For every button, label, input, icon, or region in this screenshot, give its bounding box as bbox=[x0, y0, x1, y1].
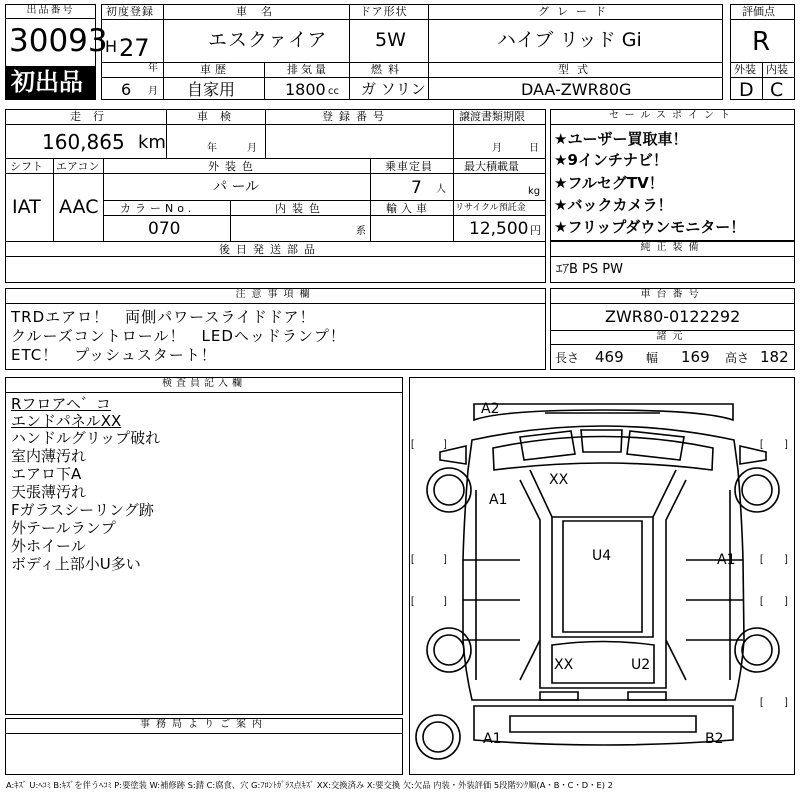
mileage: 160,865 bbox=[42, 130, 125, 154]
svg-text:]: ] bbox=[444, 554, 447, 565]
mark-xx-front: XX bbox=[549, 472, 569, 488]
svg-text:]: ] bbox=[785, 596, 788, 607]
color-no: 070 bbox=[148, 219, 181, 239]
car-name: エスクァイア bbox=[208, 29, 328, 51]
fuel: ガ ソリン bbox=[361, 80, 426, 98]
fuel-label: 燃料 bbox=[371, 63, 405, 76]
mark-u4: U4 bbox=[592, 548, 612, 564]
transfer-month-unit: 月 bbox=[492, 143, 502, 154]
transfer-label: 譲渡書類期限 bbox=[459, 110, 525, 123]
model: DAA-ZWR80G bbox=[521, 80, 632, 99]
note-line-1: TRDエアロ！ 両側パワースライドドア！ bbox=[11, 308, 316, 326]
displacement-label: 排気量 bbox=[287, 63, 329, 76]
svg-text:[: [ bbox=[760, 697, 763, 708]
inspection-year-unit: 年 bbox=[207, 143, 217, 154]
score-label: 評価点 bbox=[742, 5, 775, 18]
length: 469 bbox=[595, 348, 624, 366]
reg-month: 6 bbox=[121, 80, 132, 99]
reg-no-label: 登録番号 bbox=[322, 110, 390, 123]
ac: AAC bbox=[59, 196, 99, 218]
ext-grade: D bbox=[739, 79, 754, 101]
inspector-line-3: ハンドルグリップ破れ bbox=[11, 429, 161, 447]
mark-u2: U2 bbox=[631, 657, 651, 673]
svg-text:]: ] bbox=[444, 596, 447, 607]
displacement-unit: cc bbox=[328, 86, 339, 97]
car-diagram bbox=[409, 377, 795, 775]
history: 自家用 bbox=[187, 80, 236, 99]
car-name-label: 車名 bbox=[236, 5, 286, 18]
import-label: 輸入車 bbox=[386, 202, 431, 215]
load-unit: kg bbox=[528, 186, 541, 197]
inspector-line-1: Rフロアヘ゛コ bbox=[11, 395, 111, 413]
legend: A:ｷｽﾞ U:ﾍｺﾐ B:ｷｽﾞを伴うﾍｺﾐ P:要塗装 W:補修跡 S:錆 C:腐食、穴 G:ﾌﾛﾝﾄｶﾞﾗｽ点ｷｽﾞ XX:交換済み X:要交換 欠:欠品 内装・外装評価 5段階ﾗﾝｸ順(A・B・C・D・E) 2 bbox=[6, 780, 613, 790]
inspection-label: 車検 bbox=[197, 110, 243, 123]
inspector-line-9: 外ホイール bbox=[11, 537, 86, 555]
int-grade: C bbox=[770, 79, 784, 101]
inspector-label: 検査員記入欄 bbox=[5, 377, 403, 393]
grade: ハイブ リッド Gi bbox=[497, 29, 642, 51]
mark-a1-left: A1 bbox=[489, 492, 508, 508]
ext-grade-label: 外装 bbox=[734, 63, 756, 76]
lot-number: 30093 bbox=[9, 23, 108, 59]
width: 169 bbox=[681, 348, 710, 366]
mileage-unit: km bbox=[138, 132, 166, 153]
mark-xx-rear: XX bbox=[554, 657, 574, 673]
inspector-line-5: エアロ下A bbox=[11, 465, 82, 483]
color-no-label: カラーNo. bbox=[120, 202, 196, 215]
equipment: ｴｱB PS PW bbox=[556, 262, 623, 277]
recycle-unit: 円 bbox=[530, 224, 541, 237]
svg-text:]: ] bbox=[785, 554, 788, 565]
inspector-line-10: ボディ上部小U多い bbox=[11, 555, 141, 573]
height-label: 高さ bbox=[725, 351, 750, 365]
int-grade-label: 内装 bbox=[766, 63, 788, 76]
sales-point-5: ★フリップダウンモニター！ bbox=[554, 218, 746, 236]
svg-text:[: [ bbox=[760, 439, 763, 450]
ac-label: エアコン bbox=[56, 160, 100, 173]
grade-label: グレード bbox=[538, 5, 614, 18]
score: R bbox=[752, 27, 771, 57]
length-label: 長さ bbox=[555, 351, 580, 365]
capacity: 7 bbox=[411, 178, 422, 198]
height: 182 bbox=[760, 348, 789, 366]
history-label: 車歴 bbox=[200, 63, 230, 76]
width-label: 幅 bbox=[646, 351, 659, 365]
office-label: 事務局よりご案内 bbox=[5, 718, 403, 734]
door-type: 5W bbox=[375, 29, 406, 51]
displacement: 1800 bbox=[285, 80, 326, 99]
svg-text:[: [ bbox=[760, 554, 763, 565]
svg-text:]: ] bbox=[444, 439, 447, 450]
svg-text:]: ] bbox=[785, 697, 788, 708]
chassis-label: 車台番号 bbox=[550, 288, 795, 304]
mark-a1-right: A1 bbox=[717, 552, 736, 568]
sales-point-1: ★ユーザー買取車！ bbox=[554, 130, 688, 148]
inspector-line-2: エンドパネルXX bbox=[11, 412, 122, 430]
svg-text:[: [ bbox=[411, 554, 414, 565]
mileage-label: 走行 bbox=[70, 110, 116, 123]
shift: IAT bbox=[12, 196, 41, 218]
load-label: 最大積載量 bbox=[464, 160, 519, 173]
int-color-label: 内装色 bbox=[275, 202, 326, 215]
notes-label: 注意事項欄 bbox=[5, 288, 546, 304]
svg-text:[: [ bbox=[411, 439, 414, 450]
lot-number-label: 出品番号 bbox=[5, 4, 96, 19]
sales-points-label: セールスポイント bbox=[550, 109, 795, 125]
inspector-line-4: 室内薄汚れ bbox=[11, 447, 87, 465]
capacity-label: 乗車定員 bbox=[385, 160, 433, 173]
color-label: 外装色 bbox=[208, 160, 259, 173]
sales-point-2: ★9インチナビ！ bbox=[554, 151, 668, 169]
specs-label: 諸元 bbox=[550, 330, 795, 345]
chassis-number: ZWR80-0122292 bbox=[605, 307, 741, 326]
recycle-fee: 12,500 bbox=[469, 219, 529, 239]
year-unit: 年 bbox=[148, 63, 158, 74]
capacity-unit: 人 bbox=[436, 184, 446, 195]
door-label: ドア形状 bbox=[360, 5, 408, 18]
svg-text:[: [ bbox=[411, 596, 414, 607]
reg-year: 27 bbox=[119, 34, 150, 62]
sales-point-3: ★フルセグTV！ bbox=[554, 174, 664, 192]
mark-a1-bottom: A1 bbox=[483, 731, 502, 747]
month-unit: 月 bbox=[148, 86, 158, 97]
sales-point-4: ★バックカメラ！ bbox=[554, 196, 673, 214]
mark-b2: B2 bbox=[705, 731, 724, 747]
color: パ ール bbox=[213, 179, 260, 195]
first-listing-text: 初出品 bbox=[11, 68, 83, 96]
svg-text:[: [ bbox=[760, 596, 763, 607]
mark-a2: A2 bbox=[481, 401, 500, 417]
transfer-day-unit: 日 bbox=[529, 143, 539, 154]
recycle-label: リサイクル預託金 bbox=[455, 203, 526, 213]
inspector-line-8: 外テールランプ bbox=[11, 519, 116, 537]
era-mark: H bbox=[105, 37, 118, 56]
note-line-2: クルーズコントロール！ LEDヘッドランプ！ bbox=[11, 327, 346, 345]
first-reg-label: 初度登録 bbox=[106, 5, 154, 18]
note-line-3: ETC！ プッシュスタート！ bbox=[11, 346, 217, 364]
svg-text:]: ] bbox=[785, 439, 788, 450]
model-label: 型式 bbox=[558, 63, 596, 76]
shift-label: シフト bbox=[10, 160, 43, 173]
inspector-line-7: Fガラスシーリング跡 bbox=[11, 501, 154, 519]
inspection-month-unit: 月 bbox=[247, 143, 257, 154]
equipment-label: 純正装備 bbox=[550, 241, 795, 257]
later-parts-label: 後日発送部品 bbox=[219, 243, 321, 256]
inspector-line-6: 天張薄汚れ bbox=[11, 483, 87, 501]
int-color-unit: 系 bbox=[356, 226, 366, 237]
